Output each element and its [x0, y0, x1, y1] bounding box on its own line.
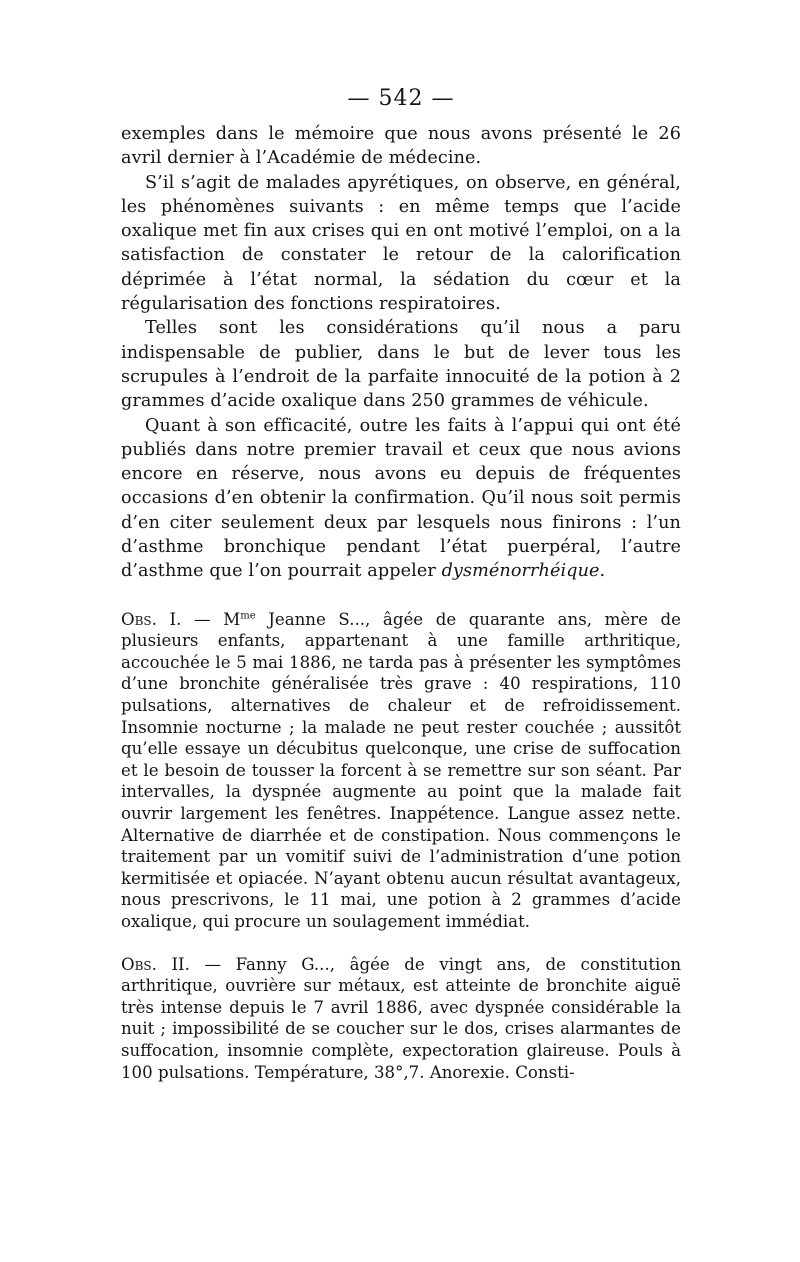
observation-2 [121, 954, 681, 1084]
observation-1-title-sup: me [240, 610, 256, 622]
observations [121, 609, 681, 1083]
observation-2-text: — Fanny G..., âgée de vingt ans, de constitution arthritique, ouvrière sur métaux, est atteinte de bronchite aiguë très intense depuis le 7 avril 1886, avec dyspnée considérable la nuit ; impossibilité de se coucher sur le dos, crises alarmantes de suffocation, insomnie complète, expectoration glaireuse. Pouls à 100 pulsations. Température, 38°,7. Anorexie. Consti- [121, 954, 682, 1082]
book-page [121, 86, 681, 1083]
observation-1-label: Obs. I. [121, 609, 182, 629]
paragraph-efficacy [121, 414, 681, 584]
paragraph-considerations: Telles sont les considérations qu’il nous a paru indispensable de publier, dans le but de lever tous les scrupules à l’endroit de la parfaite innocuité de la potion à 2 grammes d’acide oxalique dans 250 grammes de véhicule. [121, 318, 681, 412]
observation-1-dash: — M [181, 609, 241, 629]
efficacy-italic-term: dysménorrhéique [441, 561, 600, 582]
main-text [121, 122, 681, 584]
page-number: — 542 — [347, 86, 455, 111]
paragraph-continuation: exemples dans le mémoire que nous avons présenté le 26 avril dernier à l’Académie de médecine. [121, 124, 681, 169]
observation-1-text: Jeanne S..., âgée de quarante ans, mère de plusieurs enfants, appartenant à une famille arthritique, accouchée le 5 mai 1886, ne tarda pas à présenter les symptômes d’une bronchite généralisée très grave : 40 respirations, 110 pulsations, alternatives de chaleur et de refroidissement. Insomnie nocturne ; la malade ne peut rester couchée ; aussitôt qu’elle essaye un décubitus quelconque, une crise de suffocation et le besoin de tousser la forcent à se remettre sur son séant. Par intervalles, la dyspnée augmente au point que la malade fait ouvrir largement les fenêtres. Inappétence. Langue assez nette. Alternative de diarrhée et de constipation. Nous commençons le traitement par un vomitif suivi de l’administration d’une potion kermitisée et opiacée. N’ayant obtenu aucun résultat avantageux, nous prescrivons, le 11 mai, une potion à 2 grammes d’acide oxalique, qui procure un soulagement immédiat. [121, 609, 681, 931]
efficacy-text: Quant à son efficacité, outre les faits à l’appui qui ont été publiés dans notre premier travail et ceux que nous avions encore en réserve, nous avons eu depuis de fréquentes occasions d’en obtenir la confirmation. Qu’il nous soit permis d’en citer seulement deux par lesquels nous finirons : l’un d’asthme bronchique pendant l’état puerpéral, l’autre d’asthme que l’on pourrait appeler [121, 415, 681, 582]
paragraph-apyretic-patients: S’il s’agit de malades apyrétiques, on observe, en général, les phénomènes suivants : en même temps que l’acide oxalique met fin aux crises qui en ont motivé l’emploi, on a la satisfaction de constater le retour de la calorification déprimée à l’état normal, la sédation du cœur et la régularisation des fonctions respiratoires. [121, 172, 681, 315]
observation-2-label: Obs. II. [121, 954, 190, 974]
efficacy-period: . [599, 561, 606, 582]
observation-1 [121, 609, 681, 933]
